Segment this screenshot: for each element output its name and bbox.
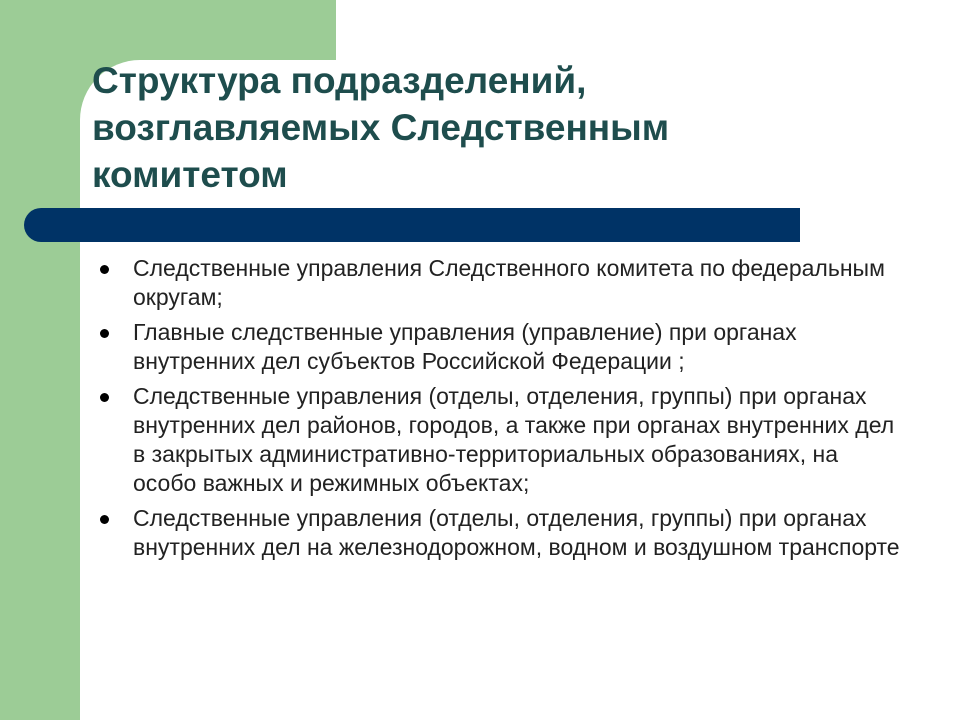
bullet-text: Главные следственные управления (управление) при органах внутренних дел субъектов Российской Федерации ; <box>133 319 797 374</box>
bullet-text: Следственные управления (отделы, отделения, группы) при органах внутренних дел на железнодорожном, водном и воздушном транспорте <box>133 505 900 560</box>
bullet-icon <box>100 329 109 338</box>
bullet-icon <box>100 393 109 402</box>
bullet-list <box>100 254 900 568</box>
bullet-icon <box>100 515 109 524</box>
list-item <box>100 382 900 498</box>
slide-title: Структура подразделений, возглавляемых Следственным комитетом <box>92 60 670 195</box>
list-item <box>100 254 900 312</box>
bullet-text: Следственные управления Следственного комитета по федеральным округам; <box>133 255 885 310</box>
bullet-icon <box>100 265 109 274</box>
list-item <box>100 318 900 376</box>
bullet-text: Следственные управления (отделы, отделения, группы) при органах внутренних дел районов, городов, а также при органах внутренних дел в закрытых административно-территориальных образованиях, на особо важных и режимных объектах; <box>133 383 895 496</box>
title-underline-bar <box>24 208 800 242</box>
list-item <box>100 504 900 562</box>
